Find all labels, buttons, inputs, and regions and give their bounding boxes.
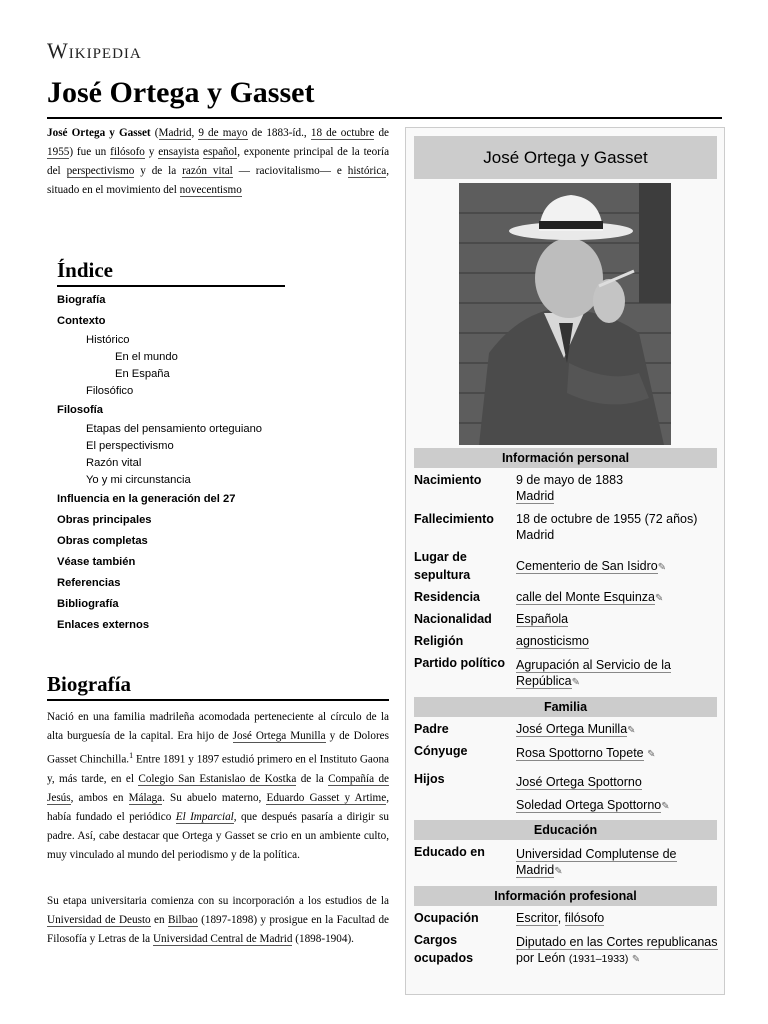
label-spouse: Cónyuge: [414, 744, 468, 758]
lead-name: José Ortega y Gasset: [47, 127, 151, 139]
infobox-section-professional: Información profesional: [414, 886, 717, 906]
link-filosofo[interactable]: filósofo: [110, 146, 145, 158]
value-children: [516, 774, 721, 790]
label-residence: Residencia: [414, 590, 481, 604]
toc-item[interactable]: El perspectivismo: [86, 440, 174, 452]
bio-text: Nació en una familia madrileña acomodada perteneciente al círculo de la alta burguesía de la capital. Era hijo de: [47, 711, 389, 742]
value-spouse: [516, 745, 721, 763]
toc-item[interactable]: Enlaces externos: [57, 619, 150, 631]
link-espanol[interactable]: español: [203, 146, 238, 158]
bio-text: , ambos en: [70, 791, 124, 804]
link-death-day[interactable]: 18 de octubre: [310, 127, 375, 139]
lead-text: de 1883-íd.,: [251, 127, 307, 139]
label-children: Hijos: [414, 772, 445, 786]
lead-text: , exponente principal de la teoría del: [47, 146, 390, 177]
link-escritor[interactable]: Escritor: [516, 911, 558, 925]
value-nationality: [516, 611, 721, 627]
label-father: Padre: [414, 722, 449, 736]
link-diputado[interactable]: Diputado en las Cortes republicanas: [516, 935, 718, 949]
label-birth: Nacimiento: [414, 473, 482, 487]
value-occupation: Escritor, filósofo: [516, 911, 605, 925]
wikipedia-logo[interactable]: Wikipedia: [47, 38, 142, 63]
toc-item[interactable]: Razón vital: [86, 457, 142, 469]
link-el-imparcial[interactable]: El Imparcial: [175, 810, 234, 823]
section-heading-biografia: Biografía: [47, 672, 389, 701]
link-birth-day[interactable]: 9 de mayo: [198, 127, 248, 139]
value-father: [516, 721, 721, 739]
edit-pencil-icon[interactable]: ✎: [571, 677, 580, 688]
toc-item[interactable]: Bibliografía: [57, 598, 119, 610]
link-colegio[interactable]: Colegio San Estanislao de Kostka: [138, 772, 297, 785]
infobox-section-family: Familia: [414, 697, 717, 717]
link-1955[interactable]: 1955: [47, 146, 70, 158]
bio-text: , que después pasaría a dirigir su padre. Así, cabe destacar que Ortega y Gasset se crio en un ambiente culto, muy vinculado al mundo del periodismo y de la política.: [47, 810, 389, 861]
link-eduardo-gasset[interactable]: Eduardo Gasset y Artime: [266, 791, 387, 804]
link-nationality[interactable]: Española: [516, 612, 569, 626]
value-birth: [516, 472, 721, 504]
label-positions: Cargos ocupados: [414, 933, 474, 965]
lead-text: — raciovitalismo— e: [238, 165, 342, 177]
label-party: Partido político: [414, 656, 505, 670]
title-divider: [47, 117, 722, 119]
toc-item[interactable]: Referencias: [57, 577, 121, 589]
value-residence: [516, 589, 721, 607]
label-nationality: Nacionalidad: [414, 612, 492, 626]
value-educated: [516, 846, 721, 880]
label-death: Fallecimiento: [414, 512, 494, 526]
toc-item[interactable]: Obras principales: [57, 514, 152, 526]
value-children-2: [516, 797, 721, 815]
link-universidad-central[interactable]: Universidad Central de Madrid: [152, 933, 293, 945]
toc-item[interactable]: Contexto: [57, 315, 106, 327]
link-universidad-de-deusto[interactable]: Universidad de Deusto: [47, 914, 151, 926]
edit-pencil-icon[interactable]: ✎: [627, 725, 636, 736]
label-occupation: Ocupación: [414, 911, 479, 925]
toc-item[interactable]: Véase también: [57, 556, 136, 568]
page-title: José Ortega y Gasset: [47, 76, 315, 109]
position-for: por León: [516, 951, 566, 965]
link-novecentismo[interactable]: novecentismo: [179, 184, 242, 196]
toc-title: Índice: [57, 258, 285, 287]
toc-list: [57, 290, 357, 636]
link-party[interactable]: Agrupación al Servicio de la República: [516, 658, 671, 688]
link-complutense[interactable]: Universidad Complutense de Madrid: [516, 847, 677, 877]
toc-item[interactable]: Etapas del pensamiento orteguiano: [86, 423, 263, 435]
toc-item[interactable]: Yo y mi circunstancia: [86, 474, 191, 486]
bio-text: y de Dolores Gasset Chinchilla.: [47, 730, 389, 766]
bio-text: (1897-1898) y prosigue en la Facultad de Filosofía y Letras de la: [47, 914, 390, 945]
table-of-contents: [57, 258, 357, 636]
edit-pencil-icon[interactable]: ✎: [657, 562, 667, 573]
link-child-1[interactable]: José Ortega Spottorno: [516, 775, 642, 789]
death-place: Madrid: [516, 528, 555, 542]
value-religion: [516, 633, 721, 649]
link-cementerio[interactable]: Cementerio de San Isidro: [516, 559, 658, 573]
edit-pencil-icon[interactable]: ✎: [654, 593, 664, 604]
bio-text: , había fundado el periódico: [47, 791, 390, 823]
toc-item[interactable]: Obras completas: [57, 535, 148, 547]
reference-1[interactable]: 1: [129, 751, 134, 760]
link-razon-vital[interactable]: razón vital: [182, 165, 233, 177]
infobox-title: José Ortega y Gasset: [414, 136, 717, 179]
link-residence[interactable]: calle del Monte Esquinza: [516, 590, 655, 604]
link-father[interactable]: José Ortega Munilla: [516, 722, 628, 736]
bio-paragraph-1: [47, 708, 389, 865]
value-death: [516, 511, 721, 543]
birth-date: 9 de mayo de 1883: [516, 473, 624, 487]
link-malaga[interactable]: Málaga: [128, 791, 163, 804]
link-birth-place[interactable]: Madrid: [516, 489, 555, 503]
death-date: 18 de octubre de 1955 (72 años): [516, 512, 698, 526]
toc-item[interactable]: Filosófico: [86, 385, 134, 397]
lead-text: ) fue un: [69, 146, 107, 158]
link-madrid[interactable]: Madrid: [158, 127, 192, 139]
label-religion: Religión: [414, 634, 464, 648]
link-historica[interactable]: histórica: [347, 165, 387, 177]
label-burial: Lugar de sepultura: [414, 550, 471, 582]
infobox: [405, 127, 725, 995]
link-child-2[interactable]: Soledad Ortega Spottorno: [516, 798, 662, 812]
lead-text: , situado en el movimiento del: [47, 165, 390, 196]
link-compania-de-jesus[interactable]: Compañía de Jesús: [47, 772, 389, 804]
link-bilbao[interactable]: Bilbao: [167, 914, 198, 926]
edit-pencil-icon[interactable]: ✎: [631, 954, 641, 965]
infobox-section-education: Educación: [414, 820, 717, 840]
toc-item[interactable]: En España: [115, 368, 170, 380]
lead-text: y: [148, 146, 155, 158]
link-perspectivismo[interactable]: perspectivismo: [66, 165, 135, 177]
edit-pencil-icon[interactable]: ✎: [647, 749, 656, 760]
lead-text: y de la: [140, 165, 177, 177]
bio-text: . Su abuelo materno,: [162, 791, 262, 804]
bio-text: Entre 1891 y 1897 estudió primero en el Instituto Gaona y, más tarde, en el: [47, 753, 390, 785]
link-filosofo-2[interactable]: filósofo: [564, 911, 605, 925]
bio-text: Su etapa universitaria comienza con su incorporación a los estudios de la: [47, 895, 389, 907]
bio-text: en: [154, 914, 165, 926]
link-religion[interactable]: agnosticismo: [516, 634, 589, 648]
toc-item[interactable]: Biografía: [57, 294, 106, 306]
toc-item[interactable]: Histórico: [86, 334, 130, 346]
toc-item[interactable]: Filosofía: [57, 404, 103, 416]
edit-pencil-icon[interactable]: ✎: [661, 801, 670, 812]
bio-paragraph-2: [47, 892, 389, 949]
toc-item[interactable]: En el mundo: [115, 351, 178, 363]
lead-paragraph: José Ortega y Gasset (Madrid, 9 de mayo de 1883-íd., 18 de octubre de 1955) fue un filósofo y ensayista español, exponente principal de la teoría del perspectivismo y de la razón vital — raciovitalismo— e histórica, situado en el movimiento del novecentismo: [47, 127, 390, 196]
label-educated: Educado en: [414, 845, 485, 859]
portrait-photo[interactable]: [459, 183, 671, 445]
link-ensayista[interactable]: ensayista: [158, 146, 200, 158]
edit-pencil-icon[interactable]: ✎: [554, 866, 563, 877]
portrait-illustration: [459, 183, 671, 445]
infobox-section-personal: Información personal: [414, 448, 717, 468]
toc-item[interactable]: Influencia en la generación del 27: [57, 493, 236, 505]
bio-text: de la: [300, 772, 324, 785]
value-burial: [516, 558, 721, 576]
position-years: (1931–1933): [568, 953, 629, 965]
value-positions: [516, 934, 721, 968]
link-jose-ortega-munilla[interactable]: José Ortega Munilla: [232, 730, 326, 742]
link-spouse[interactable]: Rosa Spottorno Topete: [516, 746, 644, 760]
value-party: [516, 657, 721, 691]
bio-text: (1898-1904).: [295, 933, 354, 945]
